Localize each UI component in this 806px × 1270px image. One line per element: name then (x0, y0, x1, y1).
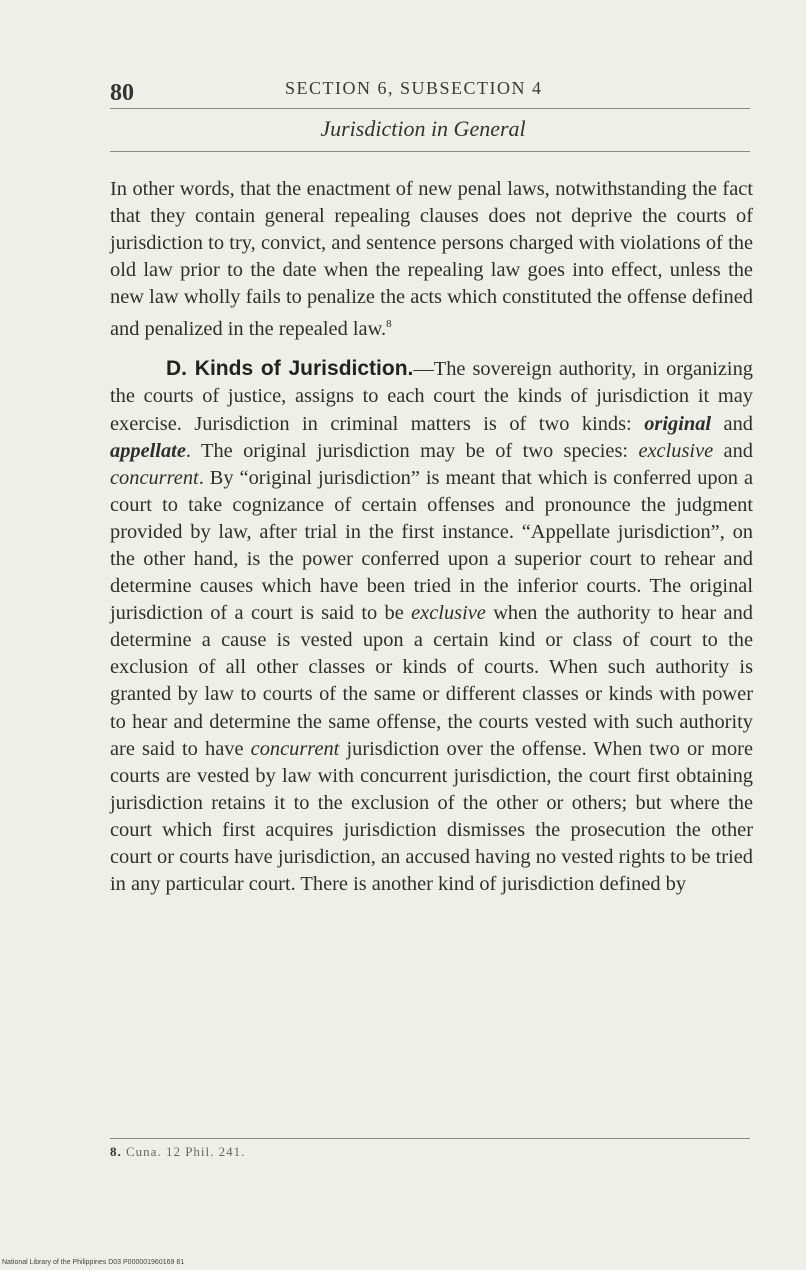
emphasis-concurrent: concurrent (110, 466, 199, 489)
footnote-text: Cuna. 12 Phil. 241. (126, 1144, 246, 1159)
header-rule-bottom (110, 151, 750, 152)
emphasis-original: original (644, 412, 712, 435)
text-run: . The original jurisdiction may be of two species: (185, 439, 639, 462)
text-run: and (713, 439, 753, 462)
emphasis-concurrent-2: concurrent (250, 737, 340, 760)
footnote (110, 1144, 245, 1160)
paragraph-1 (110, 176, 753, 343)
page-number: 80 (110, 80, 134, 106)
text-run: . By “original jurisdiction” is meant that which is conferred upon a court to take cognizance of certain offenses and pronounce the judgment provided by law, after trial in the first instance. “Appellate jurisdiction”, on the other hand, is the power conferred upon a superior court to rehear and determine causes which have been tried in the inferior courts. The original jurisdiction of a court is said to be (110, 466, 753, 625)
section-subtitle: Jurisdiction in General (320, 116, 526, 141)
emphasis-exclusive: exclusive (638, 439, 714, 462)
paragraph-1-text: In other words, that the enactment of new penal laws, notwithstanding the fact that they contain general repealing clauses does not deprive the courts of jurisdiction to try, convict, and sentence persons charged with violations of the old law prior to the date when the repealing law goes into effect, unless the new law wholly fails to penalize the acts which constituted the offense defined and penalized in the repealed law. (110, 178, 753, 341)
text-run: and (711, 412, 753, 435)
text-run: when the authority to hear and determine a cause is vested upon a certain kind or class of court to the exclusion of all other classes or kinds of courts. When such authority is granted by law to courts of the same or different classes or kinds with power to hear and determine the same offense, the courts vested with such authority are said to have (110, 602, 753, 760)
footnote-number: 8. (110, 1144, 122, 1159)
paragraph-2 (110, 355, 753, 898)
text-run: —The sovereign authority, in organizing the courts of justice, assigns to each court the kinds of jurisdiction it may exercise. Jurisdiction in criminal matters is of two kinds: (110, 358, 753, 435)
header-rule-top (110, 108, 750, 109)
text-run: jurisdiction over the offense. When two or more courts are vested by law with concurrent jurisdiction, the court first obtaining jurisdiction retains it to the exclusion of the other or others; but where the court which first acquires jurisdiction dismisses the prosecution the other court or courts have jurisdiction, an accused having no vested rights to be tried in any particular court. There is another kind of jurisdiction defined by (110, 737, 753, 896)
emphasis-appellate: appellate (110, 439, 186, 462)
section-heading: D. Kinds of Jurisdiction. (166, 357, 414, 381)
body-text (110, 176, 753, 898)
running-head: SECTION 6, SUBSECTION 4 (285, 78, 543, 98)
emphasis-exclusive-2: exclusive (411, 602, 486, 625)
footnote-ref: 8 (386, 318, 392, 331)
library-stamp: National Library of the Philippines D03 P000001960169 81 (2, 1259, 185, 1266)
footnote-rule (110, 1138, 750, 1139)
